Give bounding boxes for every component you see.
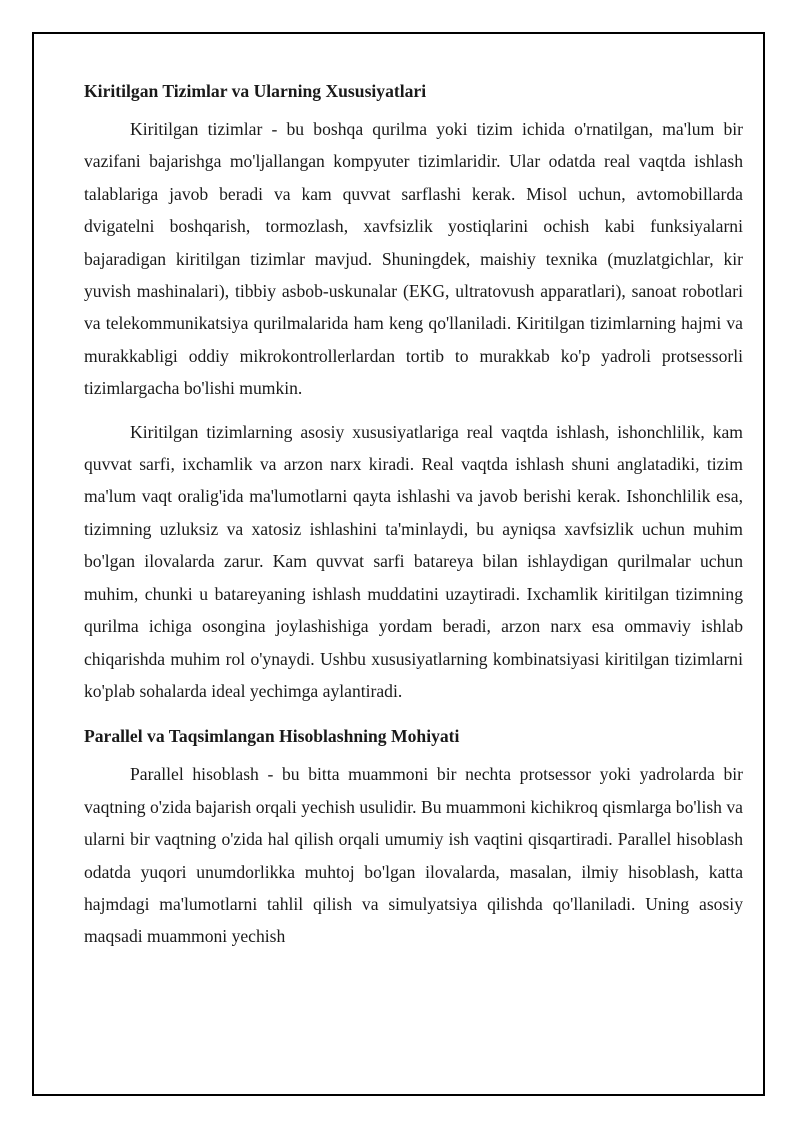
document-body (84, 79, 743, 964)
paragraph: Kiritilgan tizimlarning asosiy xususiyatlariga real vaqtda ishlash, ishonchlilik, kam quvvat sarfi, ixchamlik va arzon narx kiradi. Real vaqtda ishlash shuni anglatadiki, tizim ma'lum vaqt oralig'ida ma'lumotlarni qayta ishlashi va javob berishi kerak. Ishonchlilik esa, tizimning uzluksiz va xatosiz ishlashini ta'minlaydi, bu ayniqsa xavfsizlik uchun muhim bo'lgan ilovalarda zarur. Kam quvvat sarfi batareya bilan ishlaydigan qurilmalar uchun muhim, chunki u batareyaning ishlash muddatini uzaytiradi. Ixchamlik kiritilgan tizimning qurilma ichiga osongina joylashishiga yordam beradi, arzon narx esa ommaviy ishlab chiqarishda muhim rol o'ynaydi. Ushbu xususiyatlarning kombinatsiyasi kiritilgan tizimlarni ko'plab sohalarda ideal yechimga aylantiradi. (84, 421, 743, 701)
paragraph: Kiritilgan tizimlar - bu boshqa qurilma yoki tizim ichida o'rnatilgan, ma'lum bir vazifani bajarishga mo'ljallangan kompyuter tizimlaridir. Ular odatda real vaqtda ishlash talablariga javob beradi va kam quvvat sarflashi kerak. Misol uchun, avtomobillarda dvigatelni boshqarish, tormozlash, xavfsizlik yostiqlarini ochish kabi funksiyalarni bajaradigan kiritilgan tizimlar mavjud. Shuningdek, maishiy texnika (muzlatgichlar, kir yuvish mashinalari), tibbiy asbob-uskunalar (EKG, ultratovush apparatlari), sanoat robotlari va telekommunikatsiya qurilmalarida ham keng qo'llaniladi. Kiritilgan tizimlarning hajmi va murakkabligi oddiy mikrokontrollerlardan tortib to murakkab ko'p yadroli protsessorli tizimlargacha bo'lishi mumkin. (84, 119, 743, 399)
section-heading: Kiritilgan Tizimlar va Ularning Xususiyatlari (84, 81, 427, 101)
paragraph: Parallel hisoblash - bu bitta muammoni bir nechta protsessor yoki yadrolarda bir vaqtning o'zida bajarish orqali yechish usulidir. Bu muammoni kichikroq qismlarga bo'lish va ularni bir vaqtning o'zida hal qilish orqali umumiy ish vaqtini qisqartiradi. Parallel hisoblash odatda yuqori unumdorlikka muhtoj bo'lgan ilovalarda, masalan, ilmiy hisoblash, katta hajmdagi ma'lumotlarni tahlil qilish va simulyatsiya qilishda qo'llaniladi. Uning asosiy maqsadi muammoni yechish (84, 764, 743, 947)
section-heading: Parallel va Taqsimlangan Hisoblashning Mohiyati (84, 726, 460, 747)
